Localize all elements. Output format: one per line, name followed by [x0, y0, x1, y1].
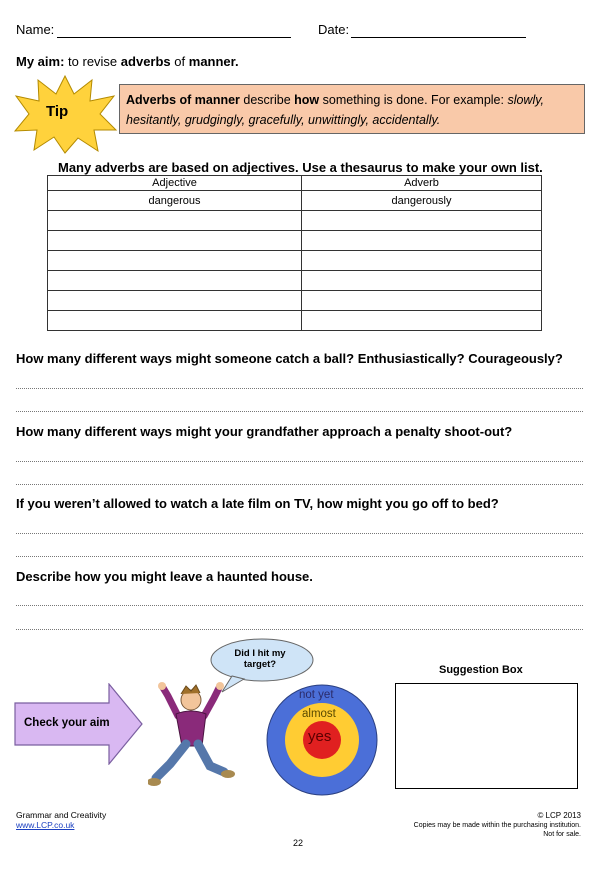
- table-row: [48, 271, 542, 291]
- speech-text: Did I hit my target?: [234, 648, 286, 670]
- aim-adverbs: adverbs: [120, 54, 171, 69]
- tip-rest: something is done. For example:: [322, 93, 504, 107]
- table-row: [48, 311, 542, 331]
- table-cell[interactable]: [48, 271, 302, 291]
- table-cell[interactable]: [302, 271, 542, 291]
- aim-manner: manner.: [188, 54, 239, 69]
- suggestion-box-title: Suggestion Box: [439, 664, 523, 676]
- name-label: Name:: [16, 22, 55, 37]
- adjective-adverb-table: [47, 175, 542, 331]
- footer-copyright: © LCP 2013: [537, 811, 581, 820]
- question-2: How many different ways might your grandfather approach a penalty shoot-out?: [16, 424, 513, 439]
- target-ring-yes: yes: [308, 728, 332, 745]
- jumping-person-icon: [148, 680, 236, 792]
- date-field[interactable]: [351, 23, 526, 38]
- table-cell[interactable]: [48, 311, 302, 331]
- footer-not-for-sale: Not for sale.: [543, 831, 581, 838]
- answer-line[interactable]: [16, 533, 583, 534]
- aim-of: of: [174, 54, 186, 69]
- answer-line[interactable]: [16, 461, 583, 462]
- aim-statement: [16, 54, 239, 69]
- answer-line[interactable]: [16, 388, 583, 389]
- table-cell[interactable]: [48, 231, 302, 251]
- question-1: How many different ways might someone catch a ball? Enthusiastically? Courageously?: [16, 351, 563, 366]
- aim-text-prefix: to revise: [68, 54, 118, 69]
- name-field[interactable]: [57, 23, 291, 38]
- tip-bold-lead: Adverbs of manner: [126, 93, 240, 107]
- footer-copies-note: Copies may be made within the purchasing institution.: [413, 822, 581, 829]
- aim-label: My aim:: [16, 54, 65, 69]
- check-aim-label: Check your aim: [24, 717, 110, 729]
- table-row: [48, 291, 542, 311]
- table-cell[interactable]: [48, 251, 302, 271]
- tip-examples: slowly, hesitantly, grudgingly, gracefully, unwittingly, accidentally.: [126, 93, 545, 127]
- footer-link[interactable]: www.LCP.co.uk: [16, 820, 75, 830]
- answer-line[interactable]: [16, 411, 583, 412]
- table-cell[interactable]: [302, 211, 542, 231]
- suggestion-box[interactable]: [395, 683, 578, 789]
- table-cell[interactable]: [48, 291, 302, 311]
- tip-describe: describe: [243, 93, 291, 107]
- tip-box: [119, 84, 585, 134]
- tip-badge: Tip: [46, 103, 69, 120]
- column-header-adjective: Adjective: [48, 176, 302, 191]
- table-row: [48, 251, 542, 271]
- table-cell[interactable]: dangerous: [48, 191, 302, 211]
- answer-line[interactable]: [16, 484, 583, 485]
- date-label: Date:: [318, 22, 350, 37]
- table-cell[interactable]: [302, 251, 542, 271]
- table-cell[interactable]: [48, 211, 302, 231]
- answer-line[interactable]: [16, 556, 583, 557]
- question-4: Describe how you might leave a haunted house.: [16, 569, 313, 584]
- question-3: If you weren’t allowed to watch a late film on TV, how might you go off to bed?: [16, 496, 499, 511]
- table-cell[interactable]: [302, 291, 542, 311]
- target-ring-almost: almost: [302, 708, 336, 720]
- answer-line[interactable]: [16, 629, 583, 630]
- page-number: 22: [293, 838, 304, 848]
- tip-how: how: [294, 93, 320, 107]
- target-ring-not-yet: not yet: [299, 689, 334, 701]
- table-cell[interactable]: dangerously: [302, 191, 542, 211]
- table-row: [48, 211, 542, 231]
- table-cell[interactable]: [302, 311, 542, 331]
- table-cell[interactable]: [302, 231, 542, 251]
- column-header-adverb: Adverb: [302, 176, 542, 191]
- table-row: [48, 231, 542, 251]
- table-caption: Many adverbs are based on adjectives. Use a thesaurus to make your own list.: [58, 160, 543, 175]
- answer-line[interactable]: [16, 605, 583, 606]
- table-row: [48, 191, 542, 211]
- footer-left-title: Grammar and Creativity: [16, 810, 107, 820]
